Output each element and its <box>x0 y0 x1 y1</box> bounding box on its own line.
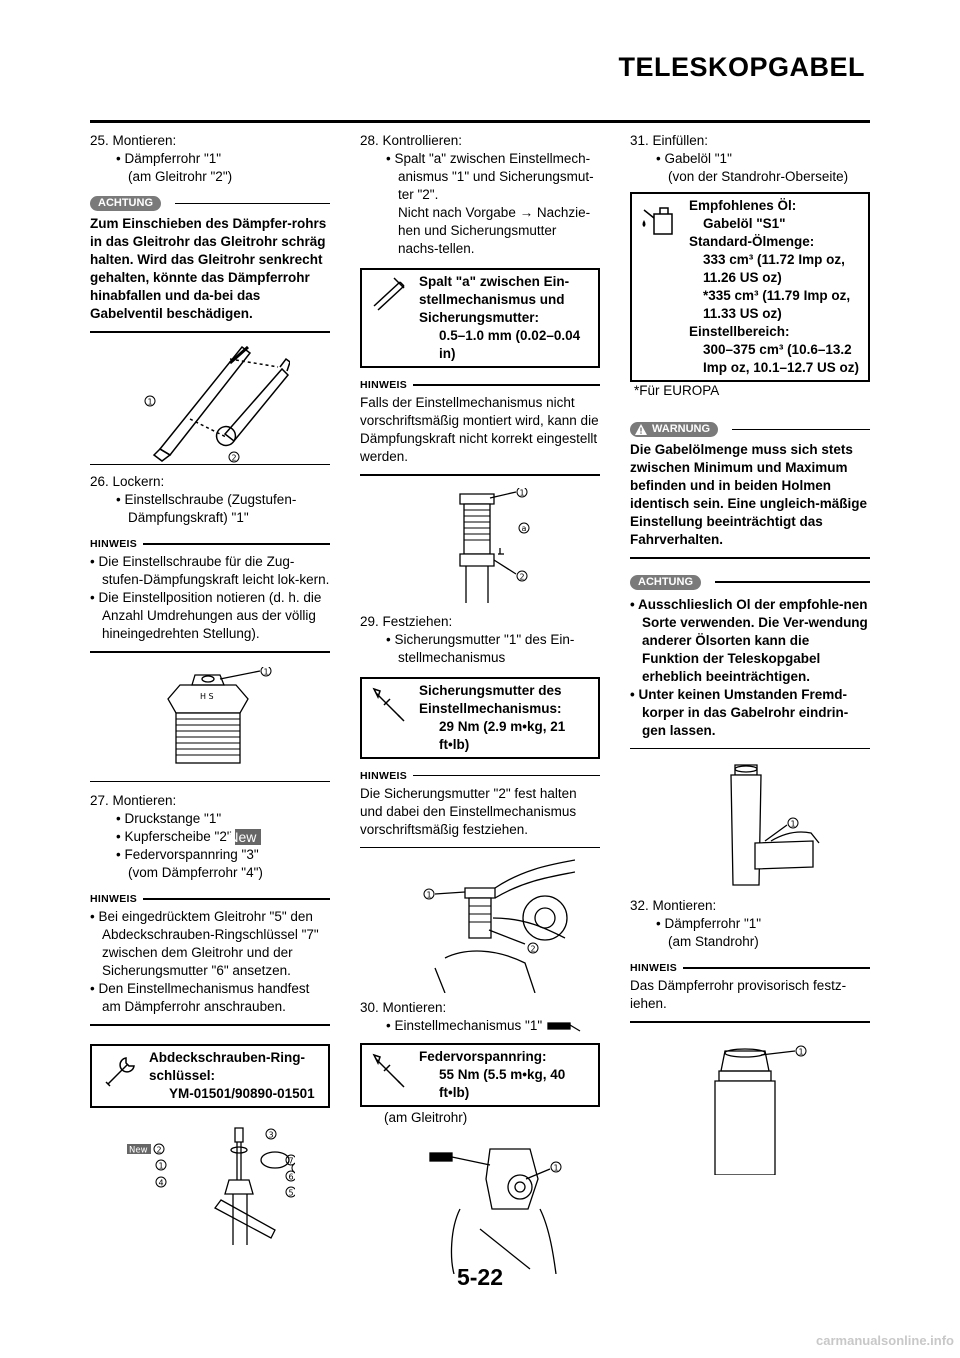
svg-text:H S: H S <box>200 691 214 701</box>
step-27-note-2: • Den Einstellmechanismus handfest am Dämpferrohr anschrauben. <box>90 980 330 1016</box>
oil-range-value: 300–375 cm³ (10.6–13.2 Imp oz, 10.1–12.7 US oz) <box>703 342 860 375</box>
spec-locknut-label: Sicherungsmutter des Einstellmechanismus: <box>419 682 562 716</box>
step-27-item-2: • Kupferscheibe "2" New <box>90 828 330 846</box>
svg-text:1: 1 <box>519 488 525 497</box>
step-25-caution-text: Zum Einschieben des Dämpfer-rohrs in das Gleitrohr das Gleitrohr schräg halten. Wird das Gleitrohr senkrecht gehalten, könnte das Dämpferrohr hinabfallen und da-bei das Gabelventil beschädigen. <box>90 216 327 321</box>
warnung-badge: WARNUNG <box>630 422 718 437</box>
note-end-rule <box>360 474 600 476</box>
svg-text:6: 6 <box>288 1172 294 1181</box>
oil-standard-label: Standard-Ölmenge: <box>689 234 815 249</box>
install-parts-figure <box>125 1120 295 1245</box>
step-28-item-detail: Nicht nach Vorgabe → Nachzie-hen und Sicherungsmutter nachs-tellen. <box>398 205 591 256</box>
oil-range-label: Einstellbereich: <box>689 324 790 339</box>
figure-rule <box>90 781 330 783</box>
hinweis-header: HINWEIS <box>90 890 330 908</box>
svg-text:5: 5 <box>288 1188 294 1197</box>
step-32-heading: 32. Montieren: <box>630 898 717 913</box>
oil-standard-value-eu: *335 cm³ (11.79 Imp oz, 11.33 US oz) <box>703 288 851 321</box>
step-30-item: • Einstellmechanismus "1" <box>360 1017 600 1035</box>
gap-measure-figure <box>420 488 540 603</box>
step-26-note-1: • Die Einstellschraube für die Zug-stufen-Dämpfungskraft leicht lok-kern. <box>90 553 330 589</box>
page-title: TELESKOPGABEL <box>618 52 865 82</box>
caution-end-rule <box>90 331 330 333</box>
step-26-note-2: • Die Einstellposition notieren (d. h. die Anzahl Umdrehungen aus der völlig hineingedrehten Stellung). <box>90 589 330 643</box>
column-2 <box>360 132 600 1274</box>
achtung-badge: ACHTUNG <box>90 196 161 211</box>
svg-text:1: 1 <box>798 1047 804 1056</box>
wrench-tighten-figure <box>385 858 575 993</box>
torque-wrench-icon <box>362 679 417 757</box>
achtung-header <box>90 196 330 211</box>
warning-end-rule <box>630 557 870 559</box>
step-29-item: • Sicherungsmutter "1" des Ein-stellmechanismus <box>360 631 600 667</box>
figure-rule <box>90 464 330 466</box>
warnung-header <box>630 422 870 437</box>
svg-text:2: 2 <box>231 453 237 462</box>
oil-spec-box <box>630 192 870 382</box>
warning-text: Die Gabelölmenge muss sich stets zwischen Minimum und Maximum befinden und in beiden Holmen identisch sein. Eine ungleich-mäßige Einstellung beeinträchtigt das Fahrverhalten. <box>630 442 868 547</box>
step-28-item: • Spalt "a" zwischen Einstellmech-anismus "1" und Sicherungsmut-ter "2". <box>360 150 600 204</box>
damper-install-figure <box>675 1045 825 1175</box>
spec-preload-label: Federvorspannring: <box>419 1049 547 1064</box>
adjuster-screw-figure <box>140 667 280 777</box>
spec-gap-label: Spalt "a" zwischen Ein-stellmechanismus und Sicherungsmutter: <box>419 274 570 325</box>
note-end-rule <box>90 651 330 653</box>
adjuster-install-figure <box>390 1139 570 1274</box>
step-27-item-3-detail: (vom Dämpferrohr "4") <box>128 865 263 880</box>
step-30-heading: 30. Montieren: <box>360 1000 447 1015</box>
step-29-heading: 29. Festziehen: <box>360 613 453 629</box>
caution-end-rule <box>630 748 870 750</box>
svg-text:New: New <box>129 1145 148 1155</box>
note-end-rule <box>630 1021 870 1023</box>
caution-item-2: • Unter keinen Umstanden Fremd-korper in das Gabelrohr eindrin-gen lassen. <box>630 686 870 740</box>
oil-footnote: *Für EUROPA <box>634 383 720 398</box>
hinweis-header: HINWEIS <box>360 767 600 785</box>
step-31-item: • Gabelöl "1" <box>630 150 870 168</box>
step-29-note: Die Sicherungsmutter "2" fest halten und dabei den Einstellmechanismus vorschriftsmäßig festziehen. <box>360 785 577 837</box>
oil-can-icon <box>632 194 687 380</box>
oil-filling-figure <box>675 761 825 891</box>
tool-number: YM-01501/90890-01501 <box>169 1085 315 1101</box>
svg-text:1: 1 <box>790 819 796 829</box>
spec-box-preload-ring <box>360 1043 600 1107</box>
special-tool-box <box>90 1044 330 1108</box>
new-tag: New <box>235 829 261 845</box>
warning-triangle-icon <box>634 423 648 436</box>
oil-recommended-value: Gabelöl "S1" <box>703 216 786 231</box>
footer-watermark: carmanualsonline.info <box>816 1333 954 1348</box>
svg-text:3: 3 <box>268 1130 274 1139</box>
hinweis-header: HINWEIS <box>90 535 330 553</box>
hinweis-header: HINWEIS <box>630 959 870 977</box>
step-27-item-1: • Druckstange "1" <box>90 810 330 828</box>
feeler-gauge-icon <box>362 270 417 366</box>
step-28-note: Falls der Einstellmechanismus nicht vorschriftsmäßig montiert wird, kann die Dämpfungskraft nicht korrekt eingestellt werden. <box>360 395 599 464</box>
svg-text:a: a <box>521 523 527 533</box>
svg-text:1: 1 <box>158 1161 164 1170</box>
svg-text:2: 2 <box>156 1145 162 1154</box>
step-31-heading: 31. Einfüllen: <box>630 133 709 148</box>
svg-text:4: 4 <box>158 1178 164 1187</box>
spec-box-gap <box>360 268 600 368</box>
spec-box-locknut <box>360 677 600 759</box>
step-32-item-detail: (am Standrohr) <box>668 934 759 949</box>
oil-recommended-label: Empfohlenes Öl: <box>689 198 797 213</box>
step-25-item-detail: (am Gleitrohr "2") <box>128 169 233 184</box>
column-1 <box>90 132 330 1245</box>
step-25-heading: 25. Montieren: <box>90 133 177 148</box>
note-end-rule <box>360 847 600 849</box>
svg-text:1: 1 <box>263 667 269 676</box>
oil-standard-value: 333 cm³ (11.72 Imp oz, 11.26 US oz) <box>703 252 845 285</box>
torque-wrench-icon <box>362 1045 417 1105</box>
hinweis-header: HINWEIS <box>360 376 600 394</box>
column-3 <box>630 132 870 1175</box>
svg-text:1: 1 <box>426 890 432 900</box>
step-32-note: Das Dämpferrohr provisorisch festz-iehen. <box>630 978 847 1011</box>
svg-text:1: 1 <box>147 397 153 406</box>
step-27-heading: 27. Montieren: <box>90 793 177 808</box>
special-tool-icon <box>546 1019 582 1033</box>
step-27-item-3: • Federvorspannring "3" <box>90 846 330 864</box>
step-25-item: • Dämpferrohr "1" <box>90 150 330 168</box>
page-number: 5-22 <box>456 1264 504 1290</box>
spec-locknut-value: 29 Nm (2.9 m•kg, 21 ft•lb) <box>439 718 566 752</box>
step-26-item: • Einstellschraube (Zugstufen-Dämpfungskraft) "1" <box>90 491 330 527</box>
tool-name: Abdeckschrauben-Ring-schlüssel: <box>149 1049 306 1083</box>
spec-gap-value: 0.5–1.0 mm (0.02–0.04 in) <box>439 328 581 361</box>
achtung-badge: ACHTUNG <box>630 575 701 590</box>
achtung-header <box>630 575 870 590</box>
step-31-item-detail: (von der Standrohr-Oberseite) <box>668 169 849 184</box>
spec-preload-value: 55 Nm (5.5 m•kg, 40 ft•lb) <box>439 1067 566 1100</box>
step-32-item: • Dämpferrohr "1" <box>630 915 870 933</box>
caution-item-1: • Ausschlieslich Ol der empfohle-nen Sorte verwenden. Die Ver-wendung anderer Ölsorten kann die Funktion der Teleskopgabel erheblich beeinträchtigen. <box>630 596 870 686</box>
title-rule <box>90 120 870 123</box>
step-30-after: (am Gleitrohr) <box>384 1110 468 1125</box>
svg-text:2: 2 <box>530 944 536 954</box>
step-27-note-1: • Bei eingedrücktem Gleitrohr "5" den Abdeckschrauben-Ringschlüssel "7" zwischen dem Gleitrohr und der Sicherungsmutter "6" ansetzen. <box>90 908 330 980</box>
step-26-heading: 26. Lockern: <box>90 474 165 489</box>
svg-text:1: 1 <box>553 1163 559 1173</box>
wrench-icon <box>92 1046 147 1106</box>
step-28-heading: 28. Kontrollieren: <box>360 133 463 148</box>
svg-text:2: 2 <box>519 572 525 581</box>
note-end-rule <box>90 1024 330 1026</box>
svg-text:7: 7 <box>288 1156 294 1165</box>
damper-rod-figure <box>130 339 290 464</box>
